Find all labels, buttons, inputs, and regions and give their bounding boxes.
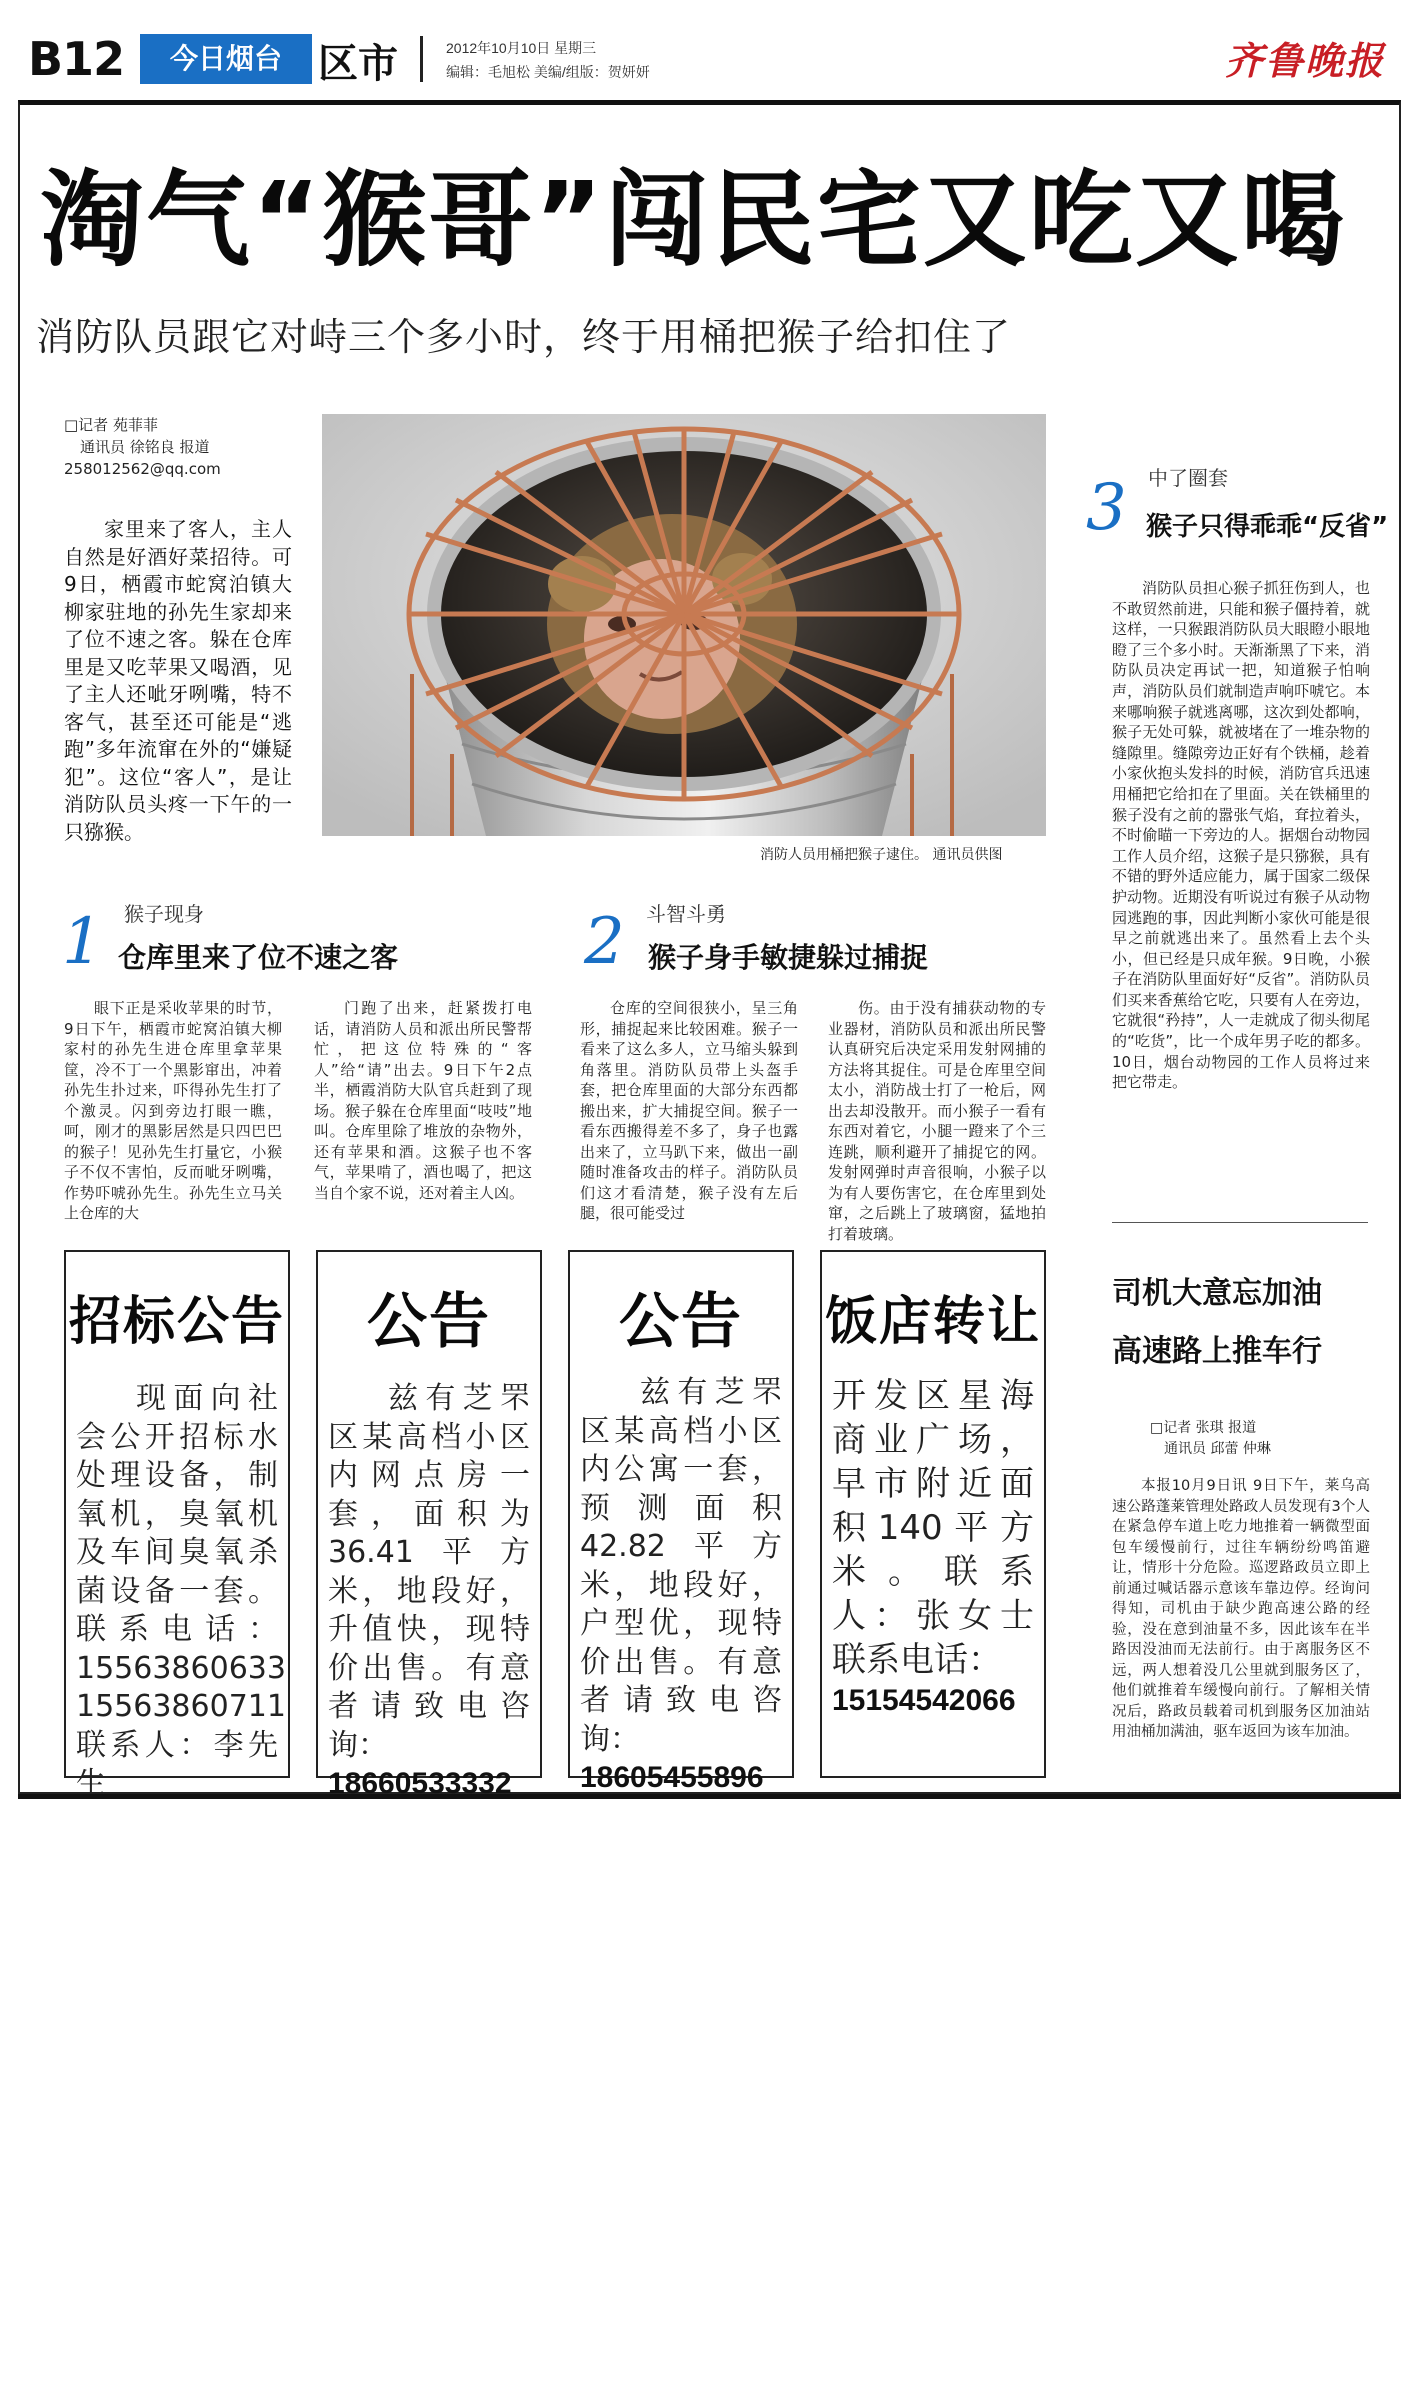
section-1-kicker: 猴子现身 <box>124 902 204 926</box>
ad-notice-1-phone: 18660533332 <box>328 1767 512 1800</box>
news2-title-line2: 高速路上推车行 <box>1112 1334 1322 1369</box>
article-byline <box>64 414 221 480</box>
ad-notice-2 <box>568 1250 794 1794</box>
ad-notice-1 <box>316 1250 542 1800</box>
section-3-number: 3 <box>1086 471 1127 545</box>
ad-tender-title: 招标公告 <box>68 1292 285 1352</box>
editor-line: 编辑：毛旭松 美编/组版：贺妍妍 <box>446 64 650 80</box>
section-1-title: 仓库里来了位不速之客 <box>118 941 399 974</box>
ad-notice-2-phone: 18605455896 <box>580 1761 764 1794</box>
monkey-in-bucket-photo <box>322 414 1046 836</box>
ad-notice-1-body: 兹有芝罘区某高档小区内网点房一套，面积为36.41平方米，地段好，升值快，现特价出售。有意者请致电咨询： <box>328 1381 530 1763</box>
ad-restaurant-title: 饭店转让 <box>824 1292 1041 1352</box>
news2-byline-correspondent: 通讯员 邱蕾 仲琳 <box>1164 1441 1271 1457</box>
section-1-column-b: 门跑了出来，赶紧拨打电话，请消防人员和派出所民警帮忙，把这位特殊的“客人”给“请”出去。9日下午2点半，栖霞消防大队官兵赶到了现场。猴子躲在仓库里面“吱吱”地叫。仓库里除了堆放的杂物外，还有苹果和酒。这猴子也不客气，苹果啃了，酒也喝了，把这当自个家不说，还对着主人凶。 <box>314 999 532 1202</box>
ad-notice-1-title: 公告 <box>367 1287 491 1357</box>
byline-correspondent: 通讯员 徐铭良 报道 <box>80 438 210 456</box>
header-meta <box>446 36 650 84</box>
section-3-kicker: 中了圈套 <box>1148 466 1228 490</box>
monkey-photo-illustration <box>322 414 1046 836</box>
lead-paragraph: 家里来了客人，主人自然是好酒好菜招待。可9日，栖霞市蛇窝泊镇大柳家驻地的孙先生家却来了位不速之客。躲在仓库里是又吃苹果又喝酒，见了主人还呲牙咧嘴，特不客气，甚至还可能是“逃跑”多年流窜在外的“嫌疑犯”。这位“客人”，是让消防队员头疼一下午的一只猕猴。 <box>64 517 292 844</box>
section-2-kicker: 斗智斗勇 <box>646 902 726 926</box>
news2-byline-reporter: □记者 张琪 报道 <box>1150 1420 1257 1436</box>
ad-restaurant-body: 开发区星海商业广场，早市附近面积140平方米。联系人：张女士 联系电话： <box>832 1376 1034 1680</box>
section-2-column-a: 仓库的空间很狭小，呈三角形，捕捉起来比较困难。猴子一看来了这么多人，立马缩头躲到角落里。消防队员带上头盔手套，把仓库里面的大部分东西都搬出来，扩大捕捉空间。猴子一看东西搬得差不多了，身子也露出来了，立马趴下来，做出一副随时准备攻击的样子。消防队员们这才看清楚，猴子没有左后腿，很可能受过 <box>580 999 798 1222</box>
byline-email: 258012562@qq.com <box>64 460 221 478</box>
section-2-column-b: 伤。由于没有捕获动物的专业器材，消防队员和派出所民警认真研究后决定采用发射网捕的方法将其捉住。可是仓库里空间太小，消防战士打了一枪后，网出去却没散开。而小猴子一看有东西对着它，小腿一蹬来了个三连跳，顺利避开了捕捉它的网。发射网弹时声音很响，小猴子以为有人要伤害它，在仓库里到处窜，之后跳上了玻璃窗，猛地拍打着玻璃。 <box>828 999 1046 1243</box>
subheadline: 消防队员跟它对峙三个多小时，终于用桶把猴子给扣住了 <box>36 315 1012 359</box>
page-number: B12 <box>28 32 125 86</box>
page-header <box>18 28 1401 88</box>
header-divider <box>420 36 423 82</box>
date-line: 2012年10月10日 星期三 <box>446 40 597 56</box>
ad-restaurant-transfer <box>820 1250 1046 1778</box>
section-3-column: 消防队员担心猴子抓狂伤到人，也不敢贸然前进，只能和猴子僵持着，就这样，一只猴跟消防队员大眼瞪小眼地瞪了三个多小时。天渐渐黑了下来，消防队员决定再试一把，知道猴子怕响声，消防队员们就制造声响吓唬它。本来哪响猴子就逃离哪，这次到处都响，猴子无处可躲，就被堵在了一堆杂物的缝隙里。缝隙旁边正好有个铁桶，趁着小家伙抱头发抖的时候，消防官兵迅速用桶把它给扣在了里面。关在铁桶里的猴子没有之前的嚣张气焰，耷拉着头，不时偷瞄一下旁边的人。据烟台动物园工作人员介绍，这猴子是只猕猴，具有不错的野外适应能力，属于国家二级保护动物。近期没有听说过有猴子从动物园逃跑的事，因此判断小家伙可能是很早之前就逃出来了。虽然看上去个头小，但已经是只成年猴。9日晚，小猴子在消防队里面好好“反省”。消防队员们买来香蕉给它吃，只要有人在旁边，它就很“矜持”，人一走就成了彻头彻尾的“吃货”，比一个成年男子吃的都多。10日，烟台动物园的工作人员将过来把它带走。 <box>1112 579 1370 1092</box>
ad-tender-body: 现面向社会公开招标水处理设备，制氧机，臭氧机及车间臭氧杀菌设备一套。联系电话：15563860633 15563860711 联系人：李先生 <box>76 1381 286 1801</box>
section-1-column-a: 眼下正是采收苹果的时节，9日下午，栖霞市蛇窝泊镇大柳家村的孙先生进仓库里拿苹果筐，冷不丁一个黑影窜出，冲着孙先生扑过来，吓得孙先生打了个激灵。闪到旁边打眼一瞧，呵，刚才的黑影居然是只四巴巴的猴子！见孙先生打量它，小猴子不仅不害怕，反而呲牙咧嘴，作势吓唬孙先生。孙先生立马关上仓库的大 <box>64 999 282 1222</box>
headline: 淘气“猴哥”闯民宅又吃又喝 <box>40 159 1347 281</box>
byline-reporter: □记者 苑菲菲 <box>64 416 158 434</box>
news2-body: 本报10月9日讯 9日下午，莱乌高速公路蓬莱管理处路政人员发现有3个人在紧急停车道上吃力地推着一辆微型面包车缓慢前行，过往车辆纷纷鸣笛避让，情形十分危险。巡逻路政员立即上前通过喊话器示意该车靠边停。经询问得知，司机由于缺少跑高速公路的经验，没在意到油量不多，因此该车在半路因没油而无法前行。由于离服务区不远，两人想着没几公里就到服务区了，他们就推着车缓慢向前行。了解相关情况后，路政员载着司机到服务区加油站用油桶加满油，驱车返回为该车加油。 <box>1112 1478 1370 1740</box>
section-tag: 今日烟台 <box>140 34 312 84</box>
section-3-title: 猴子只得乖乖“反省” <box>1146 512 1389 542</box>
photo-caption: 消防人员用桶把猴子逮住。 通讯员供图 <box>760 847 1003 863</box>
section-2-title: 猴子身手敏捷躲过捕捉 <box>648 941 929 974</box>
subsection-label: 区市 <box>318 41 398 87</box>
column-divider <box>1112 1222 1368 1223</box>
ad-notice-2-title: 公告 <box>619 1287 743 1357</box>
newspaper-logo: 齐鲁晚报 <box>1224 38 1385 83</box>
news2-title-line1: 司机大意忘加油 <box>1112 1276 1322 1311</box>
news2-byline <box>1150 1418 1271 1460</box>
ad-tender-notice <box>64 1250 290 1801</box>
section-1-number: 1 <box>62 905 103 979</box>
ad-restaurant-phone: 15154542066 <box>832 1684 1016 1717</box>
ad-notice-2-body: 兹有芝罘区某高档小区内公寓一套，预测面积42.82平方米，地段好，户型优，现特价出售。有意者请致电咨询： <box>580 1375 782 1757</box>
section-2-number: 2 <box>584 905 625 979</box>
